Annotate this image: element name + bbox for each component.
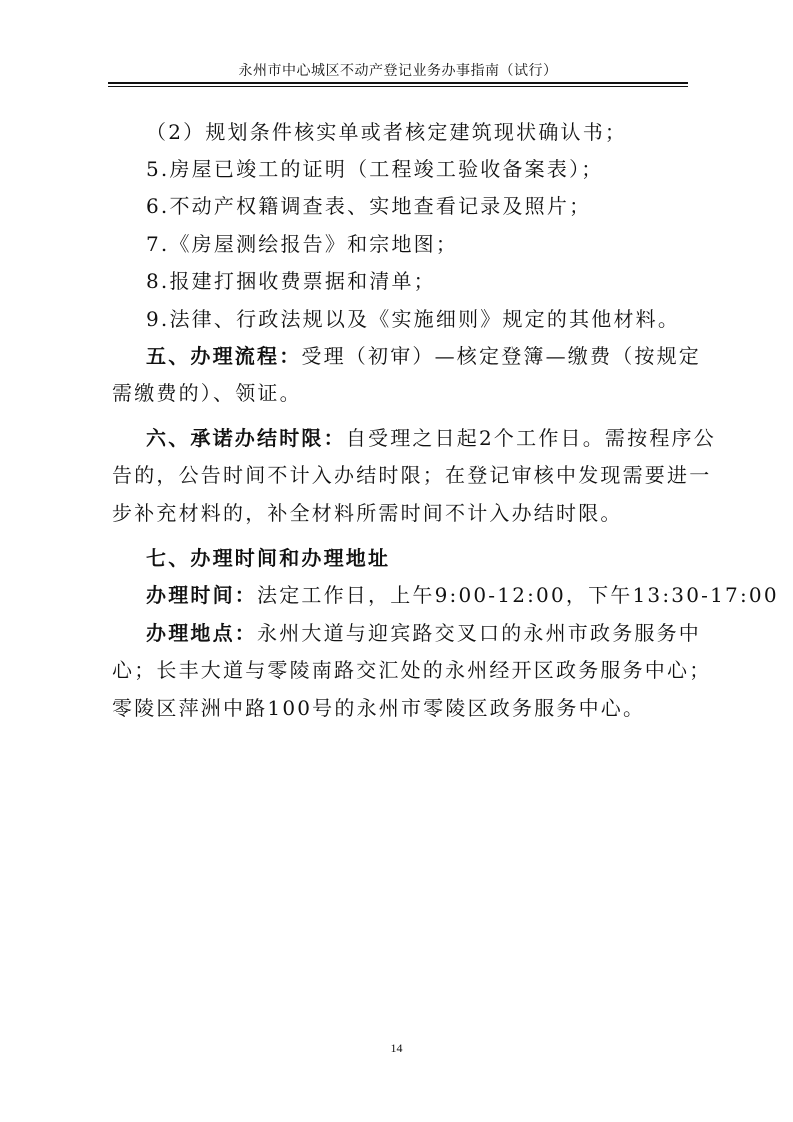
section-process-text: 受理（初审）—核定登簿—缴费（按规定 [301,344,702,368]
list-item-planning-verification: （2）规划条件核实单或者核定建筑现状确认书； [146,120,628,144]
list-item-property-survey: 6.不动产权籍调查表、实地查看记录及照片； [146,194,592,218]
section-process [146,343,701,369]
section-time-limit-line3: 步补充材料的，补全材料所需时间不计入办结时限。 [112,501,623,525]
office-address [146,620,701,646]
section-time-limit-heading: 六、承诺办结时限： [146,426,346,450]
office-address-line3: 零陵区萍洲中路100号的永州市零陵区政务服务中心。 [112,696,646,720]
list-item-other-materials: 9.法律、行政法规以及《实施细则》规定的其他材料。 [146,307,681,331]
office-hours [146,582,779,608]
office-hours-label: 办理时间： [146,583,257,607]
section-time-limit [146,425,716,451]
section-process-continued: 需缴费的）、领证。 [112,381,302,405]
page-number: 14 [390,1041,403,1055]
list-item-completion-proof: 5.房屋已竣工的证明（工程竣工验收备案表）； [146,157,604,181]
office-address-line2: 心；长丰大道与零陵南路交汇处的永州经开区政务服务中心； [112,658,712,682]
section-process-heading: 五、办理流程： [146,344,302,368]
header-rule [108,82,688,84]
page-header-title: 永州市中心城区不动产登记业务办事指南（试行） [238,63,558,79]
list-item-fee-receipts: 8.报建打捆收费票据和清单； [146,269,436,293]
section-hours-address-heading: 七、办理时间和办理地址 [146,546,391,570]
header-rule-thin [108,86,688,87]
office-address-label: 办理地点： [146,621,257,645]
section-time-limit-text: 自受理之日起2个工作日。需按程序公 [345,426,716,450]
office-hours-value: 法定工作日，上午9:00-12:00，下午13:30-17:00 [257,583,779,607]
office-address-line1: 永州大道与迎宾路交叉口的永州市政务服务中 [257,621,701,645]
list-item-survey-report: 7.《房屋测绘报告》和宗地图； [146,232,459,256]
section-time-limit-line2: 告的，公告时间不计入办结时限；在登记审核中发现需要进一 [112,463,712,487]
